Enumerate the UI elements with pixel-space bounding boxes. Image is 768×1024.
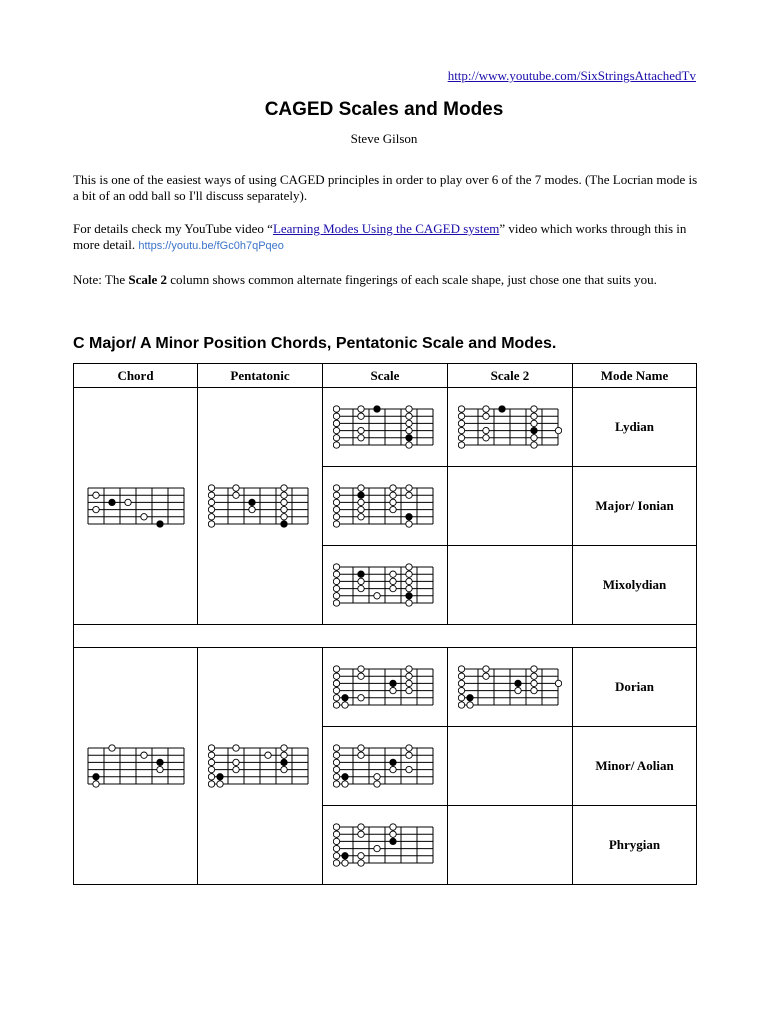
note-marker bbox=[333, 666, 339, 672]
note-marker bbox=[358, 499, 364, 505]
note-marker bbox=[342, 860, 348, 866]
note-marker bbox=[208, 745, 214, 751]
note-marker bbox=[458, 687, 464, 693]
mode-name-mixolydian: Mixolydian bbox=[573, 546, 697, 625]
col-header-scale2: Scale 2 bbox=[448, 364, 573, 388]
dorian-scale-diagram bbox=[333, 663, 437, 711]
scale-cell bbox=[323, 806, 448, 885]
note-marker bbox=[406, 406, 412, 412]
table-row bbox=[74, 388, 697, 467]
note-marker bbox=[333, 499, 339, 505]
note-marker bbox=[406, 485, 412, 491]
note-marker bbox=[358, 853, 364, 859]
note-marker bbox=[92, 781, 98, 787]
note-marker bbox=[333, 585, 339, 591]
note-marker bbox=[333, 673, 339, 679]
note-marker bbox=[333, 774, 339, 780]
root-note-marker bbox=[217, 774, 223, 780]
note-marker bbox=[333, 506, 339, 512]
scale2-cell bbox=[448, 388, 573, 467]
note-marker bbox=[249, 506, 255, 512]
note-marker bbox=[333, 571, 339, 577]
root-note-marker bbox=[406, 435, 412, 441]
note-marker bbox=[233, 766, 239, 772]
note-marker bbox=[406, 666, 412, 672]
note-marker bbox=[555, 680, 561, 686]
note-marker bbox=[208, 521, 214, 527]
root-note-marker bbox=[499, 406, 505, 412]
note-marker bbox=[333, 521, 339, 527]
note-marker bbox=[531, 680, 537, 686]
section-heading: C Major/ A Minor Position Chords, Pentatonic Scale and Modes. bbox=[73, 335, 557, 352]
table-header-row bbox=[74, 364, 697, 388]
root-note-marker bbox=[156, 759, 162, 765]
col-header-mode-name: Mode Name bbox=[573, 364, 697, 388]
caged-table bbox=[73, 363, 697, 885]
note-marker bbox=[483, 666, 489, 672]
note-marker bbox=[406, 673, 412, 679]
note-marker bbox=[217, 781, 223, 787]
note-marker bbox=[406, 420, 412, 426]
note-marker bbox=[108, 745, 114, 751]
note-marker bbox=[458, 406, 464, 412]
intro-paragraph: This is one of the easiest ways of using CAGED principles in order to play over 6 of the 7 modes. (The Locrian mode is a bit of an odd ball so I'll discuss separately). bbox=[73, 172, 698, 203]
note-marker bbox=[208, 766, 214, 772]
note-marker bbox=[140, 752, 146, 758]
note-marker bbox=[406, 766, 412, 772]
note-marker bbox=[390, 766, 396, 772]
author-name: Steve Gilson bbox=[350, 131, 418, 146]
note-marker bbox=[342, 781, 348, 787]
note-marker bbox=[458, 435, 464, 441]
lydian-scale2-diagram bbox=[458, 403, 562, 451]
note-marker bbox=[333, 578, 339, 584]
note-marker bbox=[281, 485, 287, 491]
note-marker bbox=[265, 752, 271, 758]
note-marker bbox=[281, 752, 287, 758]
note-marker bbox=[124, 499, 130, 505]
a-pentatonic-diagram bbox=[208, 742, 312, 790]
note-marker bbox=[406, 442, 412, 448]
note-marker bbox=[458, 673, 464, 679]
note-marker bbox=[406, 413, 412, 419]
note-marker bbox=[358, 413, 364, 419]
root-note-marker bbox=[342, 695, 348, 701]
note-marker bbox=[358, 506, 364, 512]
note-marker bbox=[531, 413, 537, 419]
note-marker bbox=[390, 571, 396, 577]
root-note-marker bbox=[156, 521, 162, 527]
ionian-scale-diagram bbox=[333, 482, 437, 530]
root-note-marker bbox=[374, 406, 380, 412]
note-marker bbox=[281, 492, 287, 498]
note-marker bbox=[458, 413, 464, 419]
note-marker bbox=[156, 766, 162, 772]
note-marker bbox=[406, 585, 412, 591]
note-marker bbox=[333, 702, 339, 708]
note-marker bbox=[458, 442, 464, 448]
note-marker bbox=[208, 514, 214, 520]
table-separator-row bbox=[74, 625, 697, 648]
note-marker bbox=[483, 406, 489, 412]
note-marker bbox=[390, 824, 396, 830]
note-bold-scale2: Scale 2 bbox=[128, 272, 167, 287]
root-note-marker bbox=[342, 853, 348, 859]
note-paragraph bbox=[73, 272, 698, 288]
note-marker bbox=[333, 853, 339, 859]
note-marker bbox=[333, 420, 339, 426]
root-note-marker bbox=[358, 492, 364, 498]
dorian-scale2-diagram bbox=[458, 663, 562, 711]
note-marker bbox=[358, 824, 364, 830]
note-marker bbox=[333, 406, 339, 412]
note-marker bbox=[515, 687, 521, 693]
note-marker bbox=[531, 420, 537, 426]
note-marker bbox=[281, 745, 287, 751]
root-note-marker bbox=[515, 680, 521, 686]
mode-name-dorian: Dorian bbox=[573, 648, 697, 727]
note-marker bbox=[358, 427, 364, 433]
note-marker bbox=[333, 781, 339, 787]
note-marker bbox=[458, 427, 464, 433]
note-marker bbox=[358, 578, 364, 584]
note-marker bbox=[555, 427, 561, 433]
note-marker bbox=[406, 564, 412, 570]
note-marker bbox=[333, 564, 339, 570]
video-title-link[interactable]: Learning Modes Using the CAGED system bbox=[272, 221, 500, 236]
note-marker bbox=[281, 766, 287, 772]
note-marker bbox=[358, 673, 364, 679]
scale2-cell-empty bbox=[448, 806, 573, 885]
note-marker bbox=[406, 745, 412, 751]
pentatonic-cell-a bbox=[198, 648, 323, 885]
note-marker bbox=[390, 506, 396, 512]
note-marker bbox=[531, 666, 537, 672]
youtu-be-link[interactable]: https://youtu.be/fGc0h7qPqeo bbox=[138, 240, 284, 252]
note-marker bbox=[333, 752, 339, 758]
chord-cell-a bbox=[74, 648, 198, 885]
mode-name-ionian: Major/ Ionian bbox=[573, 467, 697, 546]
note-marker bbox=[281, 506, 287, 512]
note-marker bbox=[458, 666, 464, 672]
note-marker bbox=[333, 593, 339, 599]
mixolydian-scale-diagram bbox=[333, 561, 437, 609]
note-marker bbox=[358, 666, 364, 672]
note-text-after: column shows common alternate fingerings of each scale shape, just chose one that suits you. bbox=[167, 272, 657, 287]
note-marker bbox=[358, 435, 364, 441]
note-text-before: Note: The bbox=[73, 272, 129, 287]
note-marker bbox=[208, 485, 214, 491]
note-marker bbox=[390, 687, 396, 693]
col-header-pentatonic: Pentatonic bbox=[198, 364, 323, 388]
note-marker bbox=[358, 585, 364, 591]
scale-cell bbox=[323, 388, 448, 467]
note-marker bbox=[333, 427, 339, 433]
note-marker bbox=[333, 745, 339, 751]
note-marker bbox=[333, 514, 339, 520]
note-marker bbox=[333, 695, 339, 701]
root-note-marker bbox=[108, 499, 114, 505]
note-marker bbox=[333, 759, 339, 765]
note-marker bbox=[467, 702, 473, 708]
note-marker bbox=[333, 824, 339, 830]
note-marker bbox=[233, 485, 239, 491]
scale-cell bbox=[323, 727, 448, 806]
note-marker bbox=[531, 435, 537, 441]
root-note-marker bbox=[281, 759, 287, 765]
separator-cell bbox=[74, 625, 697, 648]
note-marker bbox=[458, 680, 464, 686]
scale2-cell-empty bbox=[448, 467, 573, 546]
root-note-marker bbox=[92, 774, 98, 780]
note-marker bbox=[406, 680, 412, 686]
details-paragraph bbox=[73, 221, 698, 254]
details-text-before: For details check my YouTube video “ bbox=[73, 221, 273, 236]
root-note-marker bbox=[531, 427, 537, 433]
note-marker bbox=[531, 406, 537, 412]
document-title: CAGED Scales and Modes bbox=[264, 99, 504, 120]
note-marker bbox=[333, 860, 339, 866]
note-marker bbox=[483, 413, 489, 419]
root-note-marker bbox=[390, 680, 396, 686]
note-marker bbox=[333, 766, 339, 772]
note-marker bbox=[358, 514, 364, 520]
note-marker bbox=[333, 442, 339, 448]
note-marker bbox=[333, 492, 339, 498]
root-note-marker bbox=[406, 593, 412, 599]
note-marker bbox=[358, 745, 364, 751]
note-marker bbox=[233, 492, 239, 498]
note-marker bbox=[374, 774, 380, 780]
note-marker bbox=[333, 687, 339, 693]
note-marker bbox=[374, 593, 380, 599]
scale-cell bbox=[323, 467, 448, 546]
mode-name-phrygian: Phrygian bbox=[573, 806, 697, 885]
note-marker bbox=[406, 492, 412, 498]
note-marker bbox=[531, 442, 537, 448]
note-marker bbox=[233, 759, 239, 765]
note-marker bbox=[458, 695, 464, 701]
phrygian-scale-diagram bbox=[333, 821, 437, 869]
note-marker bbox=[390, 499, 396, 505]
root-note-marker bbox=[406, 514, 412, 520]
note-marker bbox=[483, 435, 489, 441]
note-marker bbox=[406, 600, 412, 606]
aeolian-scale-diagram bbox=[333, 742, 437, 790]
note-marker bbox=[390, 585, 396, 591]
note-marker bbox=[406, 687, 412, 693]
note-marker bbox=[333, 413, 339, 419]
note-marker bbox=[208, 774, 214, 780]
chord-cell-c bbox=[74, 388, 198, 625]
note-marker bbox=[208, 506, 214, 512]
note-marker bbox=[281, 514, 287, 520]
c-pentatonic-diagram bbox=[208, 482, 312, 530]
note-marker bbox=[390, 492, 396, 498]
note-marker bbox=[406, 427, 412, 433]
note-marker bbox=[358, 752, 364, 758]
note-marker bbox=[358, 695, 364, 701]
note-marker bbox=[333, 845, 339, 851]
root-note-marker bbox=[249, 499, 255, 505]
note-marker bbox=[374, 781, 380, 787]
note-marker bbox=[483, 673, 489, 679]
note-marker bbox=[406, 752, 412, 758]
scale2-cell-empty bbox=[448, 546, 573, 625]
note-marker bbox=[233, 745, 239, 751]
note-marker bbox=[531, 687, 537, 693]
note-marker bbox=[208, 492, 214, 498]
root-note-marker bbox=[467, 695, 473, 701]
note-marker bbox=[333, 485, 339, 491]
col-header-chord: Chord bbox=[74, 364, 198, 388]
root-note-marker bbox=[342, 774, 348, 780]
note-marker bbox=[342, 702, 348, 708]
lydian-scale-diagram bbox=[333, 403, 437, 451]
note-marker bbox=[208, 781, 214, 787]
root-note-marker bbox=[281, 521, 287, 527]
note-marker bbox=[406, 521, 412, 527]
note-marker bbox=[458, 702, 464, 708]
root-note-marker bbox=[390, 759, 396, 765]
note-marker bbox=[333, 831, 339, 837]
details-text-after: ” video which works through this in more detail. bbox=[73, 221, 687, 252]
scale-cell bbox=[323, 546, 448, 625]
note-marker bbox=[531, 673, 537, 679]
c-major-chord-diagram bbox=[84, 482, 188, 530]
note-marker bbox=[333, 600, 339, 606]
note-marker bbox=[333, 838, 339, 844]
youtube-channel-link[interactable]: http://www.youtube.com/SixStringsAttachedTv bbox=[447, 68, 696, 83]
note-marker bbox=[406, 571, 412, 577]
mode-name-lydian: Lydian bbox=[573, 388, 697, 467]
mode-name-aeolian: Minor/ Aolian bbox=[573, 727, 697, 806]
note-marker bbox=[358, 485, 364, 491]
note-marker bbox=[390, 485, 396, 491]
note-marker bbox=[208, 759, 214, 765]
note-marker bbox=[281, 499, 287, 505]
note-marker bbox=[458, 420, 464, 426]
col-header-scale: Scale bbox=[323, 364, 448, 388]
note-marker bbox=[483, 427, 489, 433]
note-marker bbox=[374, 845, 380, 851]
pentatonic-cell-c bbox=[198, 388, 323, 625]
note-marker bbox=[208, 752, 214, 758]
root-note-marker bbox=[390, 838, 396, 844]
scale2-cell-empty bbox=[448, 727, 573, 806]
note-marker bbox=[358, 860, 364, 866]
note-marker bbox=[358, 831, 364, 837]
note-marker bbox=[92, 506, 98, 512]
note-marker bbox=[390, 578, 396, 584]
note-marker bbox=[92, 492, 98, 498]
note-marker bbox=[140, 514, 146, 520]
root-note-marker bbox=[358, 571, 364, 577]
a-minor-chord-diagram bbox=[84, 742, 188, 790]
note-marker bbox=[390, 831, 396, 837]
note-marker bbox=[358, 406, 364, 412]
scale2-cell bbox=[448, 648, 573, 727]
table-row bbox=[74, 648, 697, 727]
note-marker bbox=[333, 435, 339, 441]
scale-cell bbox=[323, 648, 448, 727]
note-marker bbox=[406, 578, 412, 584]
note-marker bbox=[208, 499, 214, 505]
note-marker bbox=[333, 680, 339, 686]
